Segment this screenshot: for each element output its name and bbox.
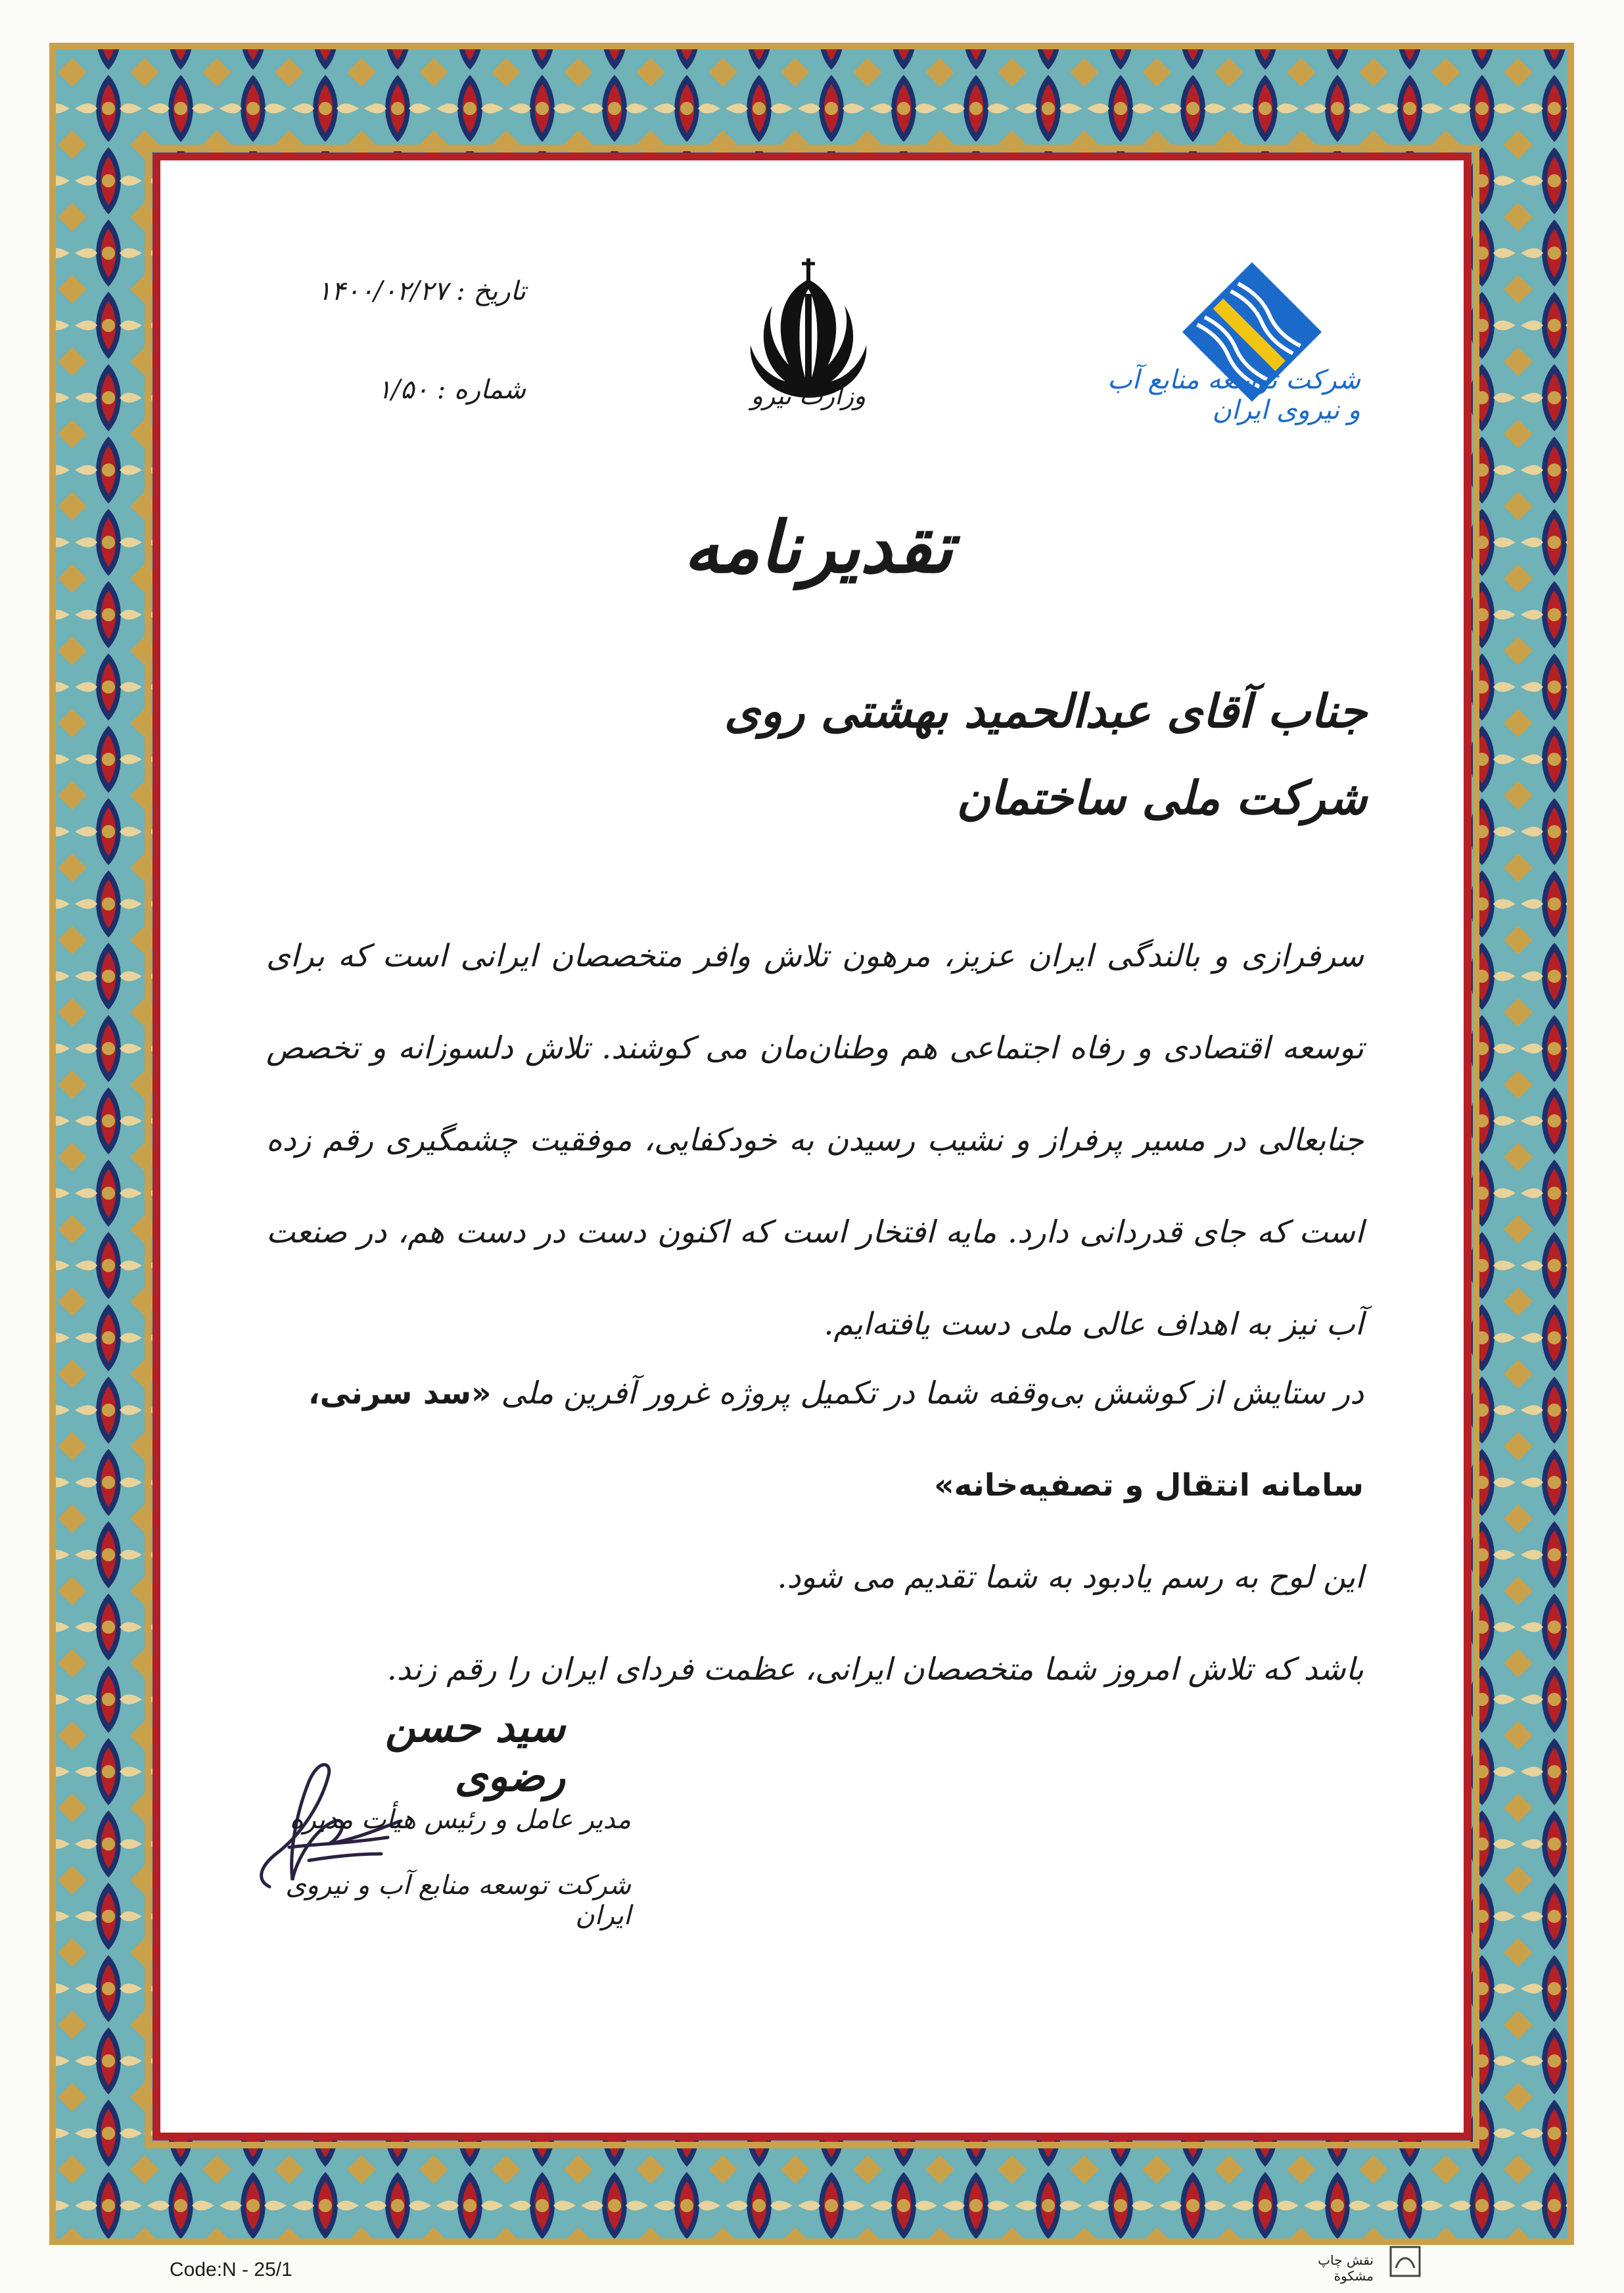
recipient-name: جناب آقای عبدالحمید بهشتی روی (724, 684, 1367, 738)
closing-sentence: باشد که تلاش امروز شما متخصصان ایرانی، عظمت فردای ایران را رقم زند. (386, 1651, 1364, 1688)
printer-name: نقش چاپ مشکوة (1318, 2252, 1374, 2284)
company-name-header: شرکت توسعه منابع آب و نیروی ایران (1107, 365, 1360, 425)
paragraph-2-end: این لوح به رسم یادبود به شما تقدیم می شود. (777, 1559, 1364, 1596)
printer-logo-icon (1387, 2242, 1426, 2281)
ministry-name: وزارت نیرو (751, 381, 866, 410)
signer-company: شرکت توسعه منابع آب و نیروی ایران (285, 1870, 631, 1931)
document-date: تاریخ : ۱۴۰۰/۰۲/۲۷ (317, 276, 526, 306)
signer-name: سید حسن رضوی (384, 1703, 565, 1801)
certificate-title: تقدیرنامه (684, 506, 953, 589)
recipient-company: شرکت ملی ساختمان (956, 770, 1367, 825)
project-name: «سد سرنی، سامانه انتقال و تصفیه‌خانه» (308, 1375, 1364, 1503)
paragraph-2-intro: در ستایش از کوشش بی‌وقفه شما در تکمیل پروژه غرور آفرین ملی (501, 1375, 1364, 1411)
form-code: Code:N - 25/1 (170, 2259, 292, 2281)
body-paragraph-1: سرفرازی و بالندگی ایران عزیز، مرهون تلاش وافر متخصصان ایرانی است که برای توسعه اقتصادی و رفاه اجتماعی هم وطنان‌مان می کوشند. تلاش دلسوزانه و تخصص جنابعالی در مسیر پرفراز و نشیب رسیدن به خودکفایی، موفقیت چشمگیری رقم زده است که جای قدردانی دارد. مایه افتخار است که اکنون دست در دست هم، در صنعت آب نیز به اهداف عالی ملی دست یافته‌ایم. (266, 938, 1364, 1342)
body-paragraph-2 (266, 1348, 1364, 1716)
signer-role: مدیر عامل و رئیس هیأت مدیره (289, 1805, 631, 1835)
printer-mark (1275, 2242, 1433, 2284)
document-number: شماره : ۱/۵۰ (377, 375, 526, 405)
